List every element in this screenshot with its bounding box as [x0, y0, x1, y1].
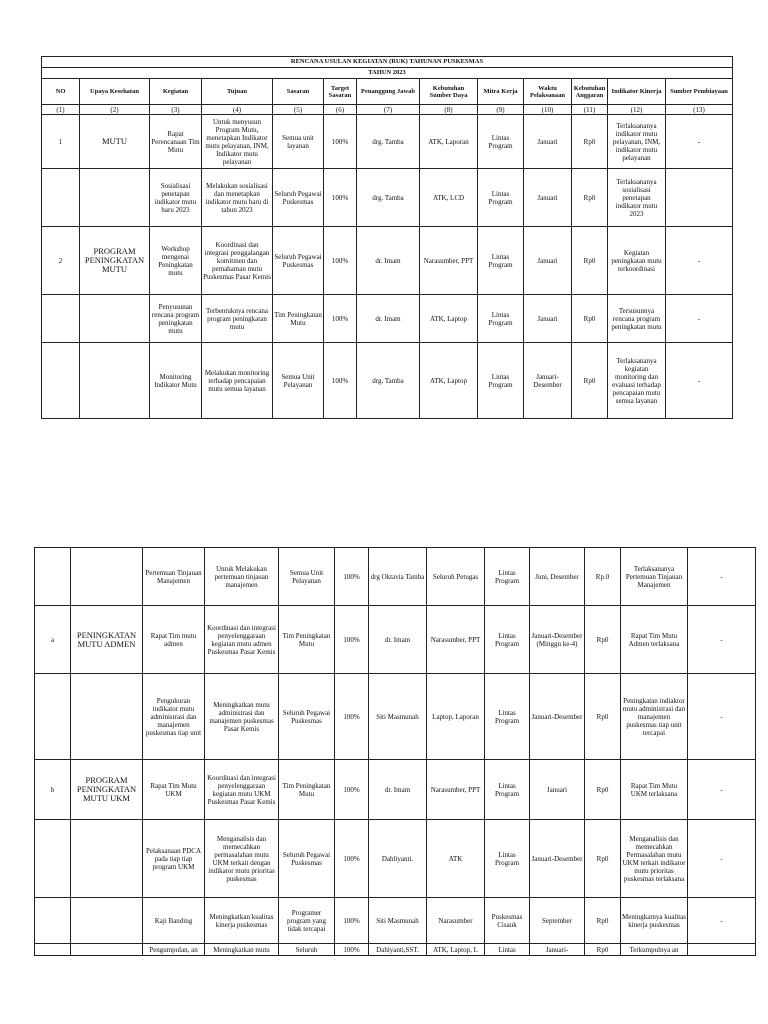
table-row — [42, 295, 733, 343]
kebutuhan-anggaran: Rp0 — [572, 227, 608, 295]
indikator-kinerja: Kegiatan peningkatan mutu terkoordinasi — [608, 227, 666, 295]
waktu-pelaksanaan: Januari — [524, 169, 572, 227]
table-row — [42, 115, 733, 169]
mitra-kerja: Lintas Program — [478, 169, 524, 227]
column-header: Penanggung Jawab — [357, 79, 420, 105]
sumber-pembiayaan: - — [688, 674, 756, 760]
kebutuhan-sumber-daya: Narasumber, PPT — [427, 606, 485, 674]
ruk-table-page-2 — [34, 547, 756, 956]
tujuan: Meningkatkan mutu — [205, 944, 279, 956]
upaya-kesehatan — [71, 944, 143, 956]
kebutuhan-sumber-daya: ATK, LCD — [420, 169, 478, 227]
column-number: (12) — [608, 105, 666, 115]
kebutuhan-sumber-daya: Narasumber — [427, 898, 485, 944]
row-number — [42, 343, 80, 419]
mitra-kerja: Lintas Program — [485, 760, 530, 820]
indikator-kinerja: Peningkatan indiaktor mutu administrasi dan manajemen puskesmas tiap unit tercapai — [621, 674, 688, 760]
penanggung-jawab: Siti Masmunah — [369, 898, 427, 944]
kebutuhan-sumber-daya: ATK, Laporan — [420, 115, 478, 169]
mitra-kerja: Lintas Program — [478, 343, 524, 419]
sasaran: Seluruh Pegawai Puskesmas — [279, 674, 335, 760]
upaya-kesehatan — [71, 898, 143, 944]
column-header: Kebutuhan Sumber Daya — [420, 79, 478, 105]
waktu-pelaksanaan: Januari — [524, 295, 572, 343]
kegiatan: Pengumpulan, an — [143, 944, 205, 956]
sumber-pembiayaan: - — [688, 820, 756, 898]
tujuan: Melakukan sosialisasi dan menetapkan indikator mutu baru di tahun 2023 — [202, 169, 273, 227]
kebutuhan-sumber-daya: ATK, Laptop, L — [427, 944, 485, 956]
column-number: (6) — [324, 105, 357, 115]
indikator-kinerja: Meningkatnya kualitas kinerja puskesmas — [621, 898, 688, 944]
upaya-kesehatan — [80, 295, 150, 343]
target-sasaran: 100% — [324, 227, 357, 295]
tujuan: Terbentuknya rencana program peningkatan mutu — [202, 295, 273, 343]
indikator-kinerja: Rapat Tim Mutu UKM terlaksana — [621, 760, 688, 820]
table-row — [35, 606, 756, 674]
mitra-kerja: Lintas Program — [478, 295, 524, 343]
sumber-pembiayaan: - — [666, 295, 733, 343]
kegiatan: Rapat Perencanaan Tim Mutu — [150, 115, 202, 169]
mitra-kerja: Lintas Program — [485, 548, 530, 606]
sasaran: Seluruh Pegawai Puskesmas — [273, 227, 324, 295]
kebutuhan-anggaran: Rp0 — [572, 343, 608, 419]
kebutuhan-sumber-daya: ATK — [427, 820, 485, 898]
kebutuhan-sumber-daya: Seluruh Petugas — [427, 548, 485, 606]
target-sasaran: 100% — [335, 898, 369, 944]
sumber-pembiayaan: - — [688, 548, 756, 606]
penanggung-jawab: drg. Tamba — [357, 169, 420, 227]
waktu-pelaksanaan: Januari-Desember (Minggu ke-4) — [530, 606, 585, 674]
column-header: Waktu Pelaksanaan — [524, 79, 572, 105]
document-year: TAHUN 2023 — [42, 68, 733, 79]
sasaran: Seluruh Pegawai Puskesmas — [279, 820, 335, 898]
penanggung-jawab: Dahliyanti. — [369, 820, 427, 898]
penanggung-jawab: dr. Imam — [357, 295, 420, 343]
column-header: NO — [42, 79, 80, 105]
row-number: 2 — [42, 227, 80, 295]
row-number — [35, 548, 71, 606]
upaya-kesehatan — [71, 820, 143, 898]
sasaran: Seluruh — [279, 944, 335, 956]
sumber-pembiayaan: - — [666, 115, 733, 169]
mitra-kerja: Lintas Program — [485, 674, 530, 760]
waktu-pelaksanaan: Januari-Desember — [530, 674, 585, 760]
penanggung-jawab: dr. Imam — [369, 760, 427, 820]
kebutuhan-anggaran: Rp0 — [572, 115, 608, 169]
upaya-kesehatan — [80, 343, 150, 419]
upaya-kesehatan: PENINGKATAN MUTU ADMEN — [71, 606, 143, 674]
column-number: (13) — [666, 105, 733, 115]
row-number: a — [35, 606, 71, 674]
mitra-kerja: Lintas Program — [478, 227, 524, 295]
column-header: Upaya Kesehatan — [80, 79, 150, 105]
kebutuhan-sumber-daya: ATK, Laptop — [420, 343, 478, 419]
target-sasaran: 100% — [324, 343, 357, 419]
column-number: (3) — [150, 105, 202, 115]
target-sasaran: 100% — [335, 548, 369, 606]
waktu-pelaksanaan: Januari-Desember — [524, 343, 572, 419]
kegiatan: Kaji Banding — [143, 898, 205, 944]
kebutuhan-sumber-daya: ATK, Laptop — [420, 295, 478, 343]
document-title: RENCANA USULAN KEGIATAN (RUK) TAHUNAN PUSKESMAS — [42, 57, 733, 68]
column-header: Target Sasaran — [324, 79, 357, 105]
kegiatan: Monitoring Indikator Mutu — [150, 343, 202, 419]
table-row — [35, 548, 756, 606]
upaya-kesehatan — [71, 674, 143, 760]
indikator-kinerja: Terkumpulnya an — [621, 944, 688, 956]
mitra-kerja: Lintas Program — [485, 820, 530, 898]
waktu-pelaksanaan: Januari — [524, 115, 572, 169]
sasaran: Semua Unit Pelayanan — [279, 548, 335, 606]
kegiatan: Pengukuran indikator mutu administrasi dan manajemen puskesmas tiap unit — [143, 674, 205, 760]
kebutuhan-anggaran: Rp0 — [572, 295, 608, 343]
kebutuhan-anggaran: Rp.0 — [585, 548, 621, 606]
table-row — [35, 820, 756, 898]
row-number — [42, 169, 80, 227]
indikator-kinerja: Rapat Tim Mutu Admen terlaksana — [621, 606, 688, 674]
sasaran: Semua Unit Pelayanan — [273, 343, 324, 419]
indikator-kinerja: Terlaksananya Pertemuan Tinjauan Manajemen — [621, 548, 688, 606]
indikator-kinerja: Terlaksananya sosialisasi penetapan indikator mutu 2023 — [608, 169, 666, 227]
upaya-kesehatan: PROGRAM PENINGKATAN MUTU — [80, 227, 150, 295]
row-number — [35, 898, 71, 944]
kegiatan: Workshop mengenai Peningkatan mutu — [150, 227, 202, 295]
target-sasaran: 100% — [324, 295, 357, 343]
mitra-kerja: Puskesmas Cisauk — [485, 898, 530, 944]
tujuan: Melakukan monitoring terhadap pencapaian mutu semua layanan — [202, 343, 273, 419]
column-header: Kegiatan — [150, 79, 202, 105]
waktu-pelaksanaan: Januari- — [530, 944, 585, 956]
target-sasaran: 100% — [324, 169, 357, 227]
column-header: Tujuan — [202, 79, 273, 105]
waktu-pelaksanaan: Januari-Desember — [530, 820, 585, 898]
sumber-pembiayaan: - — [688, 606, 756, 674]
sasaran: Programer program yang tidak tercapai — [279, 898, 335, 944]
sumber-pembiayaan: - — [666, 343, 733, 419]
table-row — [35, 760, 756, 820]
kegiatan: Pertemuan Tinjauan Manajemen — [143, 548, 205, 606]
mitra-kerja: Lintas Program — [485, 606, 530, 674]
target-sasaran: 100% — [335, 606, 369, 674]
indikator-kinerja: Tersusunnya rencana program peningkatan mutu — [608, 295, 666, 343]
table-row — [42, 343, 733, 419]
column-number: (9) — [478, 105, 524, 115]
indikator-kinerja: Terlaksananya kegiatan monitoring dan evaluasi terhadap pencapaian mutu semua layanan — [608, 343, 666, 419]
kebutuhan-sumber-daya: Narasumber, PPT — [427, 760, 485, 820]
waktu-pelaksanaan: Januari — [524, 227, 572, 295]
column-header: Sumber Pembiayaan — [666, 79, 733, 105]
tujuan: Menganalisis dan memecahkan permasalahan mutu UKM terkait dengan indikator mutu prioritas puskesmas — [205, 820, 279, 898]
target-sasaran: 100% — [335, 760, 369, 820]
penanggung-jawab: drg. Tamba — [357, 343, 420, 419]
row-number — [42, 295, 80, 343]
kebutuhan-sumber-daya: Laptop, Laporan — [427, 674, 485, 760]
waktu-pelaksanaan: Januari — [530, 760, 585, 820]
sumber-pembiayaan: - — [688, 898, 756, 944]
kebutuhan-anggaran: Rp0 — [572, 169, 608, 227]
column-number: (8) — [420, 105, 478, 115]
penanggung-jawab: drg Oktavia Tamba — [369, 548, 427, 606]
sasaran: Seluruh Pegawai Puskesmas — [273, 169, 324, 227]
column-number: (7) — [357, 105, 420, 115]
kebutuhan-anggaran: Rp0 — [585, 820, 621, 898]
tujuan: Koordinasi dan integrasi penyelenggaraan kegiatan mutu UKM Puskesmas Pasar Kemis — [205, 760, 279, 820]
column-header: Sasaran — [273, 79, 324, 105]
sumber-pembiayaan: - — [666, 227, 733, 295]
target-sasaran: 100% — [324, 115, 357, 169]
table-row — [35, 674, 756, 760]
ruk-table-page-1 — [41, 56, 733, 419]
column-header: Indikator Kinerja — [608, 79, 666, 105]
kegiatan: Rapat Tim mutu admen — [143, 606, 205, 674]
tujuan: Koordinasi dan integrasi penyelenggaraan kegiatan mutu admen Puskesmas Pasar Kemis — [205, 606, 279, 674]
kegiatan: Sosialisasi penetapan indikator mutu baru 2023 — [150, 169, 202, 227]
indikator-kinerja: Terlaksananya indikator mutu pelayanan, INM, indikator mutu pelayanan — [608, 115, 666, 169]
penanggung-jawab: dr. Imam — [357, 227, 420, 295]
tujuan: Untuk Melakukan pertemuan tinjauan manajemen — [205, 548, 279, 606]
kegiatan: Pelaksanaan PDCA pada tiap tiap program UKM — [143, 820, 205, 898]
waktu-pelaksanaan: September — [530, 898, 585, 944]
row-number: 1 — [42, 115, 80, 169]
kebutuhan-sumber-daya: Narasumber, PPT — [420, 227, 478, 295]
column-number: (1) — [42, 105, 80, 115]
kegiatan: Rapat Tim Mutu UKM — [143, 760, 205, 820]
sumber-pembiayaan — [666, 169, 733, 227]
tujuan: Meningkatkan mutu administrasi dan manajemen puskesmas Pasar Kemis — [205, 674, 279, 760]
upaya-kesehatan — [71, 548, 143, 606]
target-sasaran: 100% — [335, 820, 369, 898]
sasaran: Tim Peningkatan Mutu — [279, 606, 335, 674]
column-header: Kebutuhan Anggaran — [572, 79, 608, 105]
kebutuhan-anggaran: Rp0 — [585, 898, 621, 944]
tujuan: Koordinasi dan integrasi penggalangan komitmen dan pemahaman mutu Puskesmas Pasar Kemis — [202, 227, 273, 295]
kebutuhan-anggaran: Rp0 — [585, 606, 621, 674]
sumber-pembiayaan — [688, 944, 756, 956]
sasaran: Tim Peningkatan Mutu — [279, 760, 335, 820]
mitra-kerja: Lintas — [485, 944, 530, 956]
column-header: Mitra Kerja — [478, 79, 524, 105]
kegiatan: Penyusunan rencana program peningkatan mutu — [150, 295, 202, 343]
table-row — [42, 227, 733, 295]
sasaran: Tim Peningkatan Mutu — [273, 295, 324, 343]
mitra-kerja: Lintas Program — [478, 115, 524, 169]
table-row — [35, 944, 756, 956]
table-row — [42, 169, 733, 227]
penanggung-jawab: Siti Masmunah — [369, 674, 427, 760]
sumber-pembiayaan: - — [688, 760, 756, 820]
target-sasaran: 100% — [335, 944, 369, 956]
target-sasaran: 100% — [335, 674, 369, 760]
column-number: (4) — [202, 105, 273, 115]
column-number: (5) — [273, 105, 324, 115]
column-number: (2) — [80, 105, 150, 115]
row-number — [35, 820, 71, 898]
row-number — [35, 944, 71, 956]
penanggung-jawab: dr. Imam — [369, 606, 427, 674]
table-row — [35, 898, 756, 944]
penanggung-jawab: drg. Tamba — [357, 115, 420, 169]
row-number — [35, 674, 71, 760]
kebutuhan-anggaran: Rp0 — [585, 944, 621, 956]
upaya-kesehatan: MUTU — [80, 115, 150, 169]
column-number: (10) — [524, 105, 572, 115]
column-number: (11) — [572, 105, 608, 115]
sasaran: Semua unit layanan — [273, 115, 324, 169]
penanggung-jawab: Dahlyanti,SST. — [369, 944, 427, 956]
waktu-pelaksanaan: Juni, Desember — [530, 548, 585, 606]
indikator-kinerja: Menganalisis dan memecahkan Permasalahan mutu UKM terkait indikator mutu prioritas puskesmas terlaksana — [621, 820, 688, 898]
kebutuhan-anggaran: Rp0 — [585, 760, 621, 820]
tujuan: Meningkatkan kualitas kinerja puskesmas — [205, 898, 279, 944]
upaya-kesehatan: PROGRAM PENINGKATAN MUTU UKM — [71, 760, 143, 820]
upaya-kesehatan — [80, 169, 150, 227]
kebutuhan-anggaran: Rp0 — [585, 674, 621, 760]
row-number: b — [35, 760, 71, 820]
tujuan: Untuk menyusun Program Mutu, menetapkan Indikator mutu pelayanan, INM, Indikator mutu pelayanan — [202, 115, 273, 169]
